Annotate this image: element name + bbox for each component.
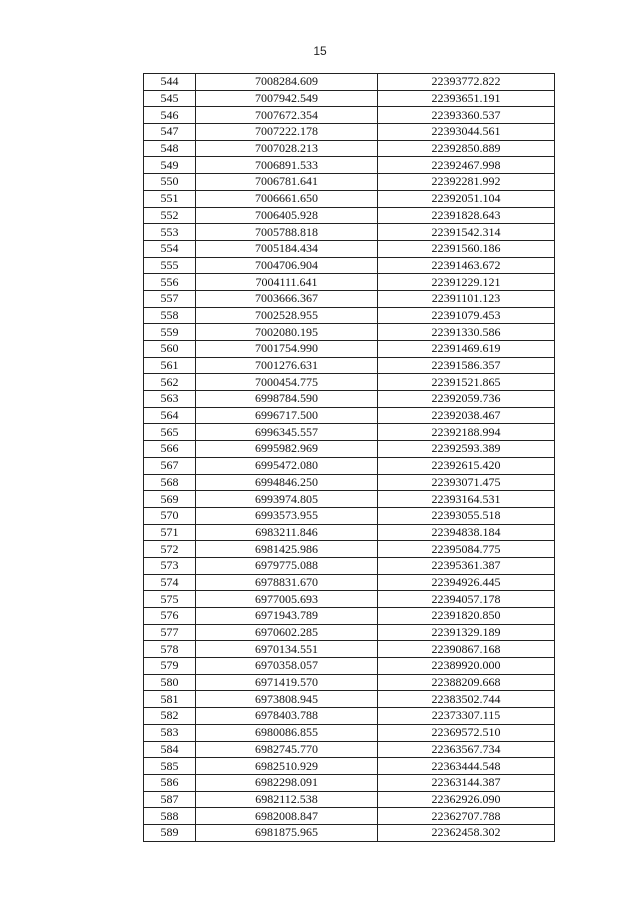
y-coordinate-cell: 22362926.090 bbox=[378, 791, 555, 808]
point-number-cell: 580 bbox=[144, 674, 196, 691]
table-row bbox=[144, 174, 555, 191]
y-coordinate-cell: 22392038.467 bbox=[378, 407, 555, 424]
point-number-cell: 587 bbox=[144, 791, 196, 808]
x-coordinate-cell: 6977005.693 bbox=[196, 591, 378, 608]
y-coordinate-cell: 22393055.518 bbox=[378, 507, 555, 524]
y-coordinate-cell: 22391820.850 bbox=[378, 608, 555, 625]
point-number-cell: 583 bbox=[144, 724, 196, 741]
x-coordinate-cell: 6982745.770 bbox=[196, 741, 378, 758]
table-row bbox=[144, 157, 555, 174]
table-row bbox=[144, 407, 555, 424]
y-coordinate-cell: 22393360.537 bbox=[378, 107, 555, 124]
point-number-cell: 577 bbox=[144, 624, 196, 641]
x-coordinate-cell: 7006891.533 bbox=[196, 157, 378, 174]
point-number-cell: 585 bbox=[144, 758, 196, 775]
point-number-cell: 559 bbox=[144, 324, 196, 341]
y-coordinate-cell: 22394838.184 bbox=[378, 524, 555, 541]
point-number-cell: 573 bbox=[144, 557, 196, 574]
table-row bbox=[144, 357, 555, 374]
point-number-cell: 552 bbox=[144, 207, 196, 224]
x-coordinate-cell: 7000454.775 bbox=[196, 374, 378, 391]
table-row bbox=[144, 658, 555, 675]
table-row bbox=[144, 557, 555, 574]
page-number: 15 bbox=[313, 44, 327, 58]
table-row bbox=[144, 507, 555, 524]
point-number-cell: 551 bbox=[144, 190, 196, 207]
point-number-cell: 548 bbox=[144, 140, 196, 157]
x-coordinate-cell: 7006781.641 bbox=[196, 174, 378, 191]
point-number-cell: 563 bbox=[144, 391, 196, 408]
table-row bbox=[144, 691, 555, 708]
y-coordinate-cell: 22391229.121 bbox=[378, 274, 555, 291]
table-row bbox=[144, 324, 555, 341]
point-number-cell: 567 bbox=[144, 457, 196, 474]
point-number-cell: 550 bbox=[144, 174, 196, 191]
point-number-cell: 582 bbox=[144, 708, 196, 725]
y-coordinate-cell: 22369572.510 bbox=[378, 724, 555, 741]
x-coordinate-cell: 6993573.955 bbox=[196, 507, 378, 524]
x-coordinate-cell: 7003666.367 bbox=[196, 290, 378, 307]
point-number-cell: 569 bbox=[144, 491, 196, 508]
y-coordinate-cell: 22394926.445 bbox=[378, 574, 555, 591]
point-number-cell: 557 bbox=[144, 290, 196, 307]
y-coordinate-cell: 22393164.531 bbox=[378, 491, 555, 508]
table-row bbox=[144, 791, 555, 808]
y-coordinate-cell: 22393772.822 bbox=[378, 74, 555, 91]
point-number-cell: 578 bbox=[144, 641, 196, 658]
x-coordinate-cell: 6978403.788 bbox=[196, 708, 378, 725]
x-coordinate-cell: 6983211.846 bbox=[196, 524, 378, 541]
point-number-cell: 586 bbox=[144, 774, 196, 791]
y-coordinate-cell: 22391463.672 bbox=[378, 257, 555, 274]
point-number-cell: 554 bbox=[144, 240, 196, 257]
table-row bbox=[144, 808, 555, 825]
table-row bbox=[144, 741, 555, 758]
x-coordinate-cell: 7006405.928 bbox=[196, 207, 378, 224]
x-coordinate-cell: 6981425.986 bbox=[196, 541, 378, 558]
x-coordinate-cell: 6981875.965 bbox=[196, 824, 378, 841]
point-number-cell: 576 bbox=[144, 608, 196, 625]
table-row bbox=[144, 257, 555, 274]
table-row bbox=[144, 524, 555, 541]
y-coordinate-cell: 22390867.168 bbox=[378, 641, 555, 658]
point-number-cell: 560 bbox=[144, 341, 196, 358]
coordinates-table-body bbox=[144, 74, 555, 842]
y-coordinate-cell: 22391329.189 bbox=[378, 624, 555, 641]
y-coordinate-cell: 22373307.115 bbox=[378, 708, 555, 725]
table-row bbox=[144, 224, 555, 241]
x-coordinate-cell: 7007672.354 bbox=[196, 107, 378, 124]
y-coordinate-cell: 22392281.992 bbox=[378, 174, 555, 191]
x-coordinate-cell: 7007222.178 bbox=[196, 124, 378, 141]
table-row bbox=[144, 574, 555, 591]
x-coordinate-cell: 7002080.195 bbox=[196, 324, 378, 341]
table-row bbox=[144, 441, 555, 458]
point-number-cell: 546 bbox=[144, 107, 196, 124]
x-coordinate-cell: 7004111.641 bbox=[196, 274, 378, 291]
table-row bbox=[144, 341, 555, 358]
point-number-cell: 571 bbox=[144, 524, 196, 541]
table-row bbox=[144, 424, 555, 441]
x-coordinate-cell: 7007028.213 bbox=[196, 140, 378, 157]
x-coordinate-cell: 6993974.805 bbox=[196, 491, 378, 508]
x-coordinate-cell: 6982510.929 bbox=[196, 758, 378, 775]
x-coordinate-cell: 6982298.091 bbox=[196, 774, 378, 791]
point-number-cell: 584 bbox=[144, 741, 196, 758]
y-coordinate-cell: 22389920.000 bbox=[378, 658, 555, 675]
point-number-cell: 574 bbox=[144, 574, 196, 591]
table-row bbox=[144, 824, 555, 841]
point-number-cell: 553 bbox=[144, 224, 196, 241]
table-row bbox=[144, 474, 555, 491]
table-row bbox=[144, 124, 555, 141]
y-coordinate-cell: 22392188.994 bbox=[378, 424, 555, 441]
x-coordinate-cell: 6980086.855 bbox=[196, 724, 378, 741]
x-coordinate-cell: 6970134.551 bbox=[196, 641, 378, 658]
table-row bbox=[144, 140, 555, 157]
table-row bbox=[144, 274, 555, 291]
table-row bbox=[144, 708, 555, 725]
x-coordinate-cell: 7006661.650 bbox=[196, 190, 378, 207]
x-coordinate-cell: 6998784.590 bbox=[196, 391, 378, 408]
y-coordinate-cell: 22362707.788 bbox=[378, 808, 555, 825]
point-number-cell: 581 bbox=[144, 691, 196, 708]
y-coordinate-cell: 22391521.865 bbox=[378, 374, 555, 391]
x-coordinate-cell: 6970602.285 bbox=[196, 624, 378, 641]
point-number-cell: 570 bbox=[144, 507, 196, 524]
point-number-cell: 545 bbox=[144, 90, 196, 107]
point-number-cell: 588 bbox=[144, 808, 196, 825]
y-coordinate-cell: 22393044.561 bbox=[378, 124, 555, 141]
y-coordinate-cell: 22362458.302 bbox=[378, 824, 555, 841]
point-number-cell: 565 bbox=[144, 424, 196, 441]
x-coordinate-cell: 7005184.434 bbox=[196, 240, 378, 257]
point-number-cell: 579 bbox=[144, 658, 196, 675]
table-row bbox=[144, 724, 555, 741]
point-number-cell: 589 bbox=[144, 824, 196, 841]
y-coordinate-cell: 22392615.420 bbox=[378, 457, 555, 474]
y-coordinate-cell: 22391101.123 bbox=[378, 290, 555, 307]
point-number-cell: 555 bbox=[144, 257, 196, 274]
table-row bbox=[144, 374, 555, 391]
table-row bbox=[144, 608, 555, 625]
table-row bbox=[144, 641, 555, 658]
point-number-cell: 547 bbox=[144, 124, 196, 141]
table-row bbox=[144, 774, 555, 791]
x-coordinate-cell: 7001276.631 bbox=[196, 357, 378, 374]
x-coordinate-cell: 7005788.818 bbox=[196, 224, 378, 241]
y-coordinate-cell: 22392051.104 bbox=[378, 190, 555, 207]
x-coordinate-cell: 6996717.500 bbox=[196, 407, 378, 424]
y-coordinate-cell: 22392593.389 bbox=[378, 441, 555, 458]
x-coordinate-cell: 6996345.557 bbox=[196, 424, 378, 441]
y-coordinate-cell: 22392059.736 bbox=[378, 391, 555, 408]
x-coordinate-cell: 6979775.088 bbox=[196, 557, 378, 574]
x-coordinate-cell: 7002528.955 bbox=[196, 307, 378, 324]
table-row bbox=[144, 591, 555, 608]
table-row bbox=[144, 107, 555, 124]
y-coordinate-cell: 22363144.387 bbox=[378, 774, 555, 791]
table-row bbox=[144, 207, 555, 224]
y-coordinate-cell: 22392850.889 bbox=[378, 140, 555, 157]
point-number-cell: 564 bbox=[144, 407, 196, 424]
x-coordinate-cell: 6982008.847 bbox=[196, 808, 378, 825]
point-number-cell: 566 bbox=[144, 441, 196, 458]
table-row bbox=[144, 391, 555, 408]
y-coordinate-cell: 22391586.357 bbox=[378, 357, 555, 374]
table-row bbox=[144, 541, 555, 558]
coordinates-table bbox=[143, 73, 555, 842]
table-row bbox=[144, 674, 555, 691]
table-row bbox=[144, 457, 555, 474]
y-coordinate-cell: 22393651.191 bbox=[378, 90, 555, 107]
x-coordinate-cell: 6973808.945 bbox=[196, 691, 378, 708]
table-row bbox=[144, 307, 555, 324]
y-coordinate-cell: 22394057.178 bbox=[378, 591, 555, 608]
point-number-cell: 544 bbox=[144, 74, 196, 91]
point-number-cell: 556 bbox=[144, 274, 196, 291]
y-coordinate-cell: 22391560.186 bbox=[378, 240, 555, 257]
x-coordinate-cell: 6971943.789 bbox=[196, 608, 378, 625]
point-number-cell: 561 bbox=[144, 357, 196, 374]
y-coordinate-cell: 22391330.586 bbox=[378, 324, 555, 341]
y-coordinate-cell: 22393071.475 bbox=[378, 474, 555, 491]
table-row bbox=[144, 74, 555, 91]
point-number-cell: 562 bbox=[144, 374, 196, 391]
point-number-cell: 558 bbox=[144, 307, 196, 324]
point-number-cell: 572 bbox=[144, 541, 196, 558]
x-coordinate-cell: 7008284.609 bbox=[196, 74, 378, 91]
x-coordinate-cell: 6995982.969 bbox=[196, 441, 378, 458]
y-coordinate-cell: 22392467.998 bbox=[378, 157, 555, 174]
y-coordinate-cell: 22363567.734 bbox=[378, 741, 555, 758]
point-number-cell: 568 bbox=[144, 474, 196, 491]
y-coordinate-cell: 22391469.619 bbox=[378, 341, 555, 358]
x-coordinate-cell: 7004706.904 bbox=[196, 257, 378, 274]
point-number-cell: 575 bbox=[144, 591, 196, 608]
table-row bbox=[144, 290, 555, 307]
x-coordinate-cell: 6995472.080 bbox=[196, 457, 378, 474]
y-coordinate-cell: 22391828.643 bbox=[378, 207, 555, 224]
table-row bbox=[144, 240, 555, 257]
table-row bbox=[144, 190, 555, 207]
y-coordinate-cell: 22383502.744 bbox=[378, 691, 555, 708]
x-coordinate-cell: 7007942.549 bbox=[196, 90, 378, 107]
x-coordinate-cell: 6994846.250 bbox=[196, 474, 378, 491]
x-coordinate-cell: 6971419.570 bbox=[196, 674, 378, 691]
table-row bbox=[144, 624, 555, 641]
y-coordinate-cell: 22395361.387 bbox=[378, 557, 555, 574]
y-coordinate-cell: 22391542.314 bbox=[378, 224, 555, 241]
x-coordinate-cell: 6978831.670 bbox=[196, 574, 378, 591]
y-coordinate-cell: 22391079.453 bbox=[378, 307, 555, 324]
y-coordinate-cell: 22363444.548 bbox=[378, 758, 555, 775]
point-number-cell: 549 bbox=[144, 157, 196, 174]
table-row bbox=[144, 90, 555, 107]
table-row bbox=[144, 758, 555, 775]
x-coordinate-cell: 7001754.990 bbox=[196, 341, 378, 358]
x-coordinate-cell: 6982112.538 bbox=[196, 791, 378, 808]
y-coordinate-cell: 22395084.775 bbox=[378, 541, 555, 558]
y-coordinate-cell: 22388209.668 bbox=[378, 674, 555, 691]
table-row bbox=[144, 491, 555, 508]
x-coordinate-cell: 6970358.057 bbox=[196, 658, 378, 675]
